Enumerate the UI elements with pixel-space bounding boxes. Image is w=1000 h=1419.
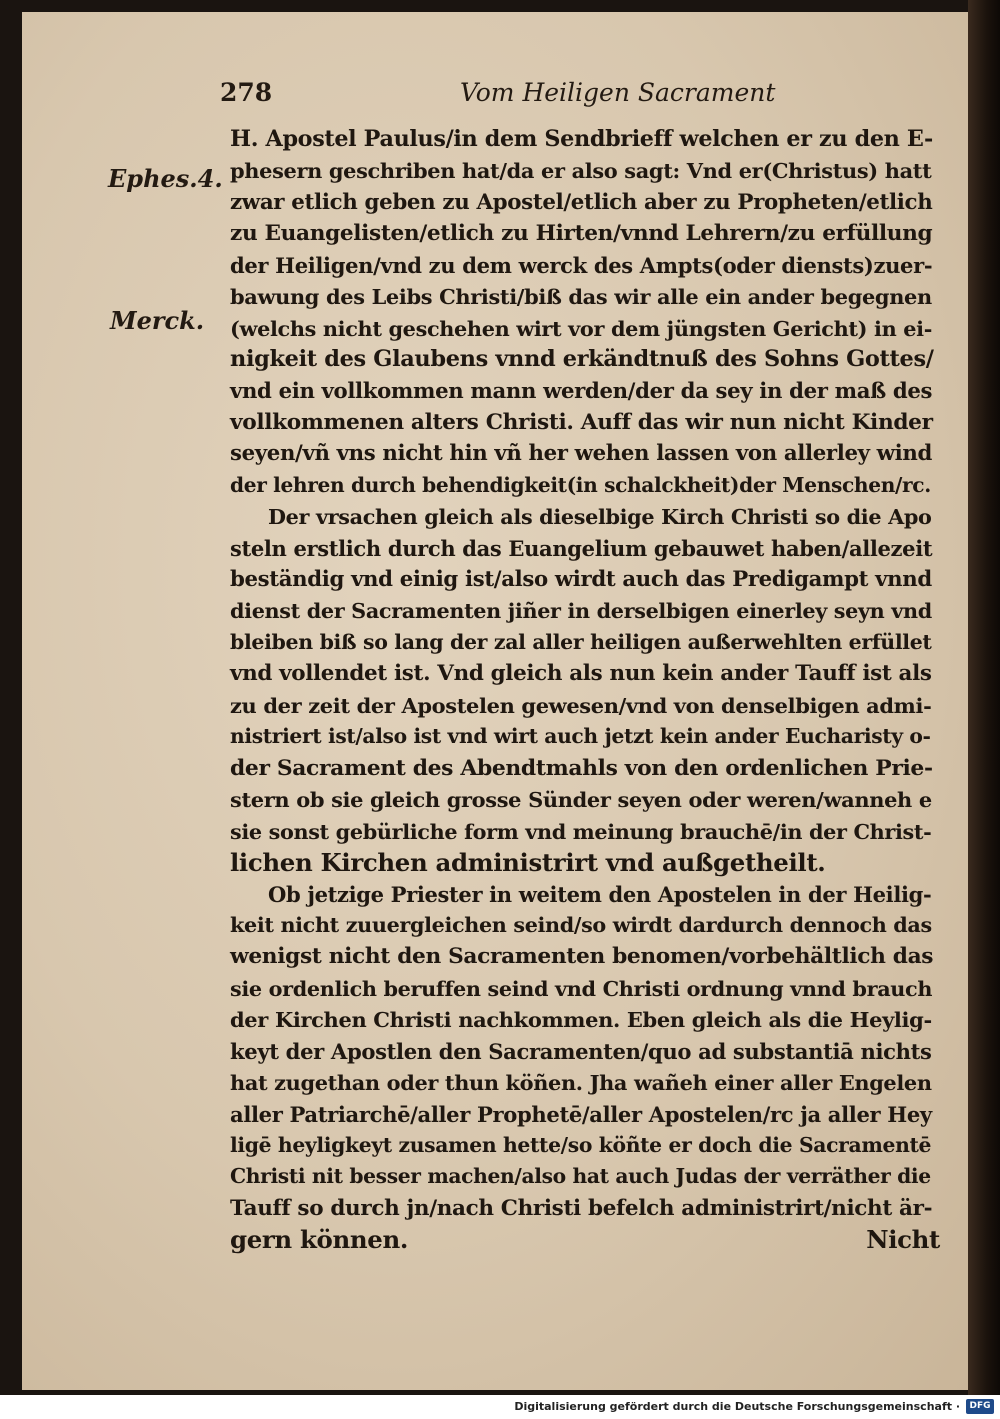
text-line: seyen/vñ vns nicht hin vñ her wehen lassen von allerley wind bbox=[230, 441, 932, 467]
text-line: (welchs nicht geschehen wirt vor dem jüngsten Gericht) in ei- bbox=[230, 315, 932, 341]
text-line: hat zugethan oder thun köñen. Jha wañeh einer aller Engelen bbox=[230, 1070, 932, 1096]
text-line: nigkeit des Glaubens vnnd erkändtnuß des Sohns Gottes/ bbox=[230, 346, 934, 373]
text-line: Ob jetzige Priester in weitem den Apostelen in der Heilig- bbox=[268, 881, 932, 907]
margin-note-merck: Merck. bbox=[110, 306, 205, 335]
body-text bbox=[230, 124, 940, 1256]
text-line: steln erstlich durch das Euangelium gebauwet haben/allezeit bbox=[230, 535, 933, 561]
text-line: H. Apostel Paulus/in dem Sendbrieff welchen er zu den E- bbox=[230, 126, 933, 152]
text-line: keit nicht zuuergleichen seind/so wirdt dardurch dennoch das bbox=[230, 912, 932, 937]
book-spine bbox=[968, 0, 1000, 1395]
text-line: zwar etlich geben zu Apostel/etlich aber zu Propheten/etlich bbox=[230, 189, 933, 215]
text-line: phesern geschriben hat/da er also sagt: Vnd er(Christus) hatt bbox=[230, 158, 932, 184]
text-line: aller Patriarchē/aller Prophetē/aller Apostelen/rc ja aller Hey bbox=[230, 1101, 932, 1127]
margin-note-ephes: Ephes.4. bbox=[108, 164, 223, 193]
text-line: keyt der Apostlen den Sacramenten/quo ad substantiā nichts bbox=[230, 1038, 932, 1064]
running-title: Vom Heiligen Sacrament bbox=[460, 78, 776, 107]
text-line: sie ordenlich beruffen seind vnd Christi ordnung vnnd brauch bbox=[230, 975, 933, 1001]
text-line: vnd ein vollkommen mann werden/der da sey in der maß des bbox=[230, 378, 933, 404]
text-line: Christi nit besser machen/also hat auch Judas der verräther die bbox=[230, 1164, 931, 1189]
text-line: lichen Kirchen administrirt vnd außgetheilt. bbox=[230, 848, 826, 878]
text-line: gern können. bbox=[230, 1225, 409, 1255]
text-line: wenigst nicht den Sacramenten benomen/vorbehältlich das bbox=[230, 944, 934, 970]
text-line: zu der zeit der Apostelen gewesen/vnd von denselbigen admi- bbox=[230, 692, 932, 718]
funding-credit: Digitalisierung gefördert durch die Deutsche Forschungsgemeinschaft · bbox=[514, 1400, 960, 1413]
page-number: 278 bbox=[220, 78, 273, 107]
text-line: Der vrsachen gleich als dieselbige Kirch Christi so die Apo bbox=[268, 504, 932, 530]
text-line: bawung des Leibs Christi/biß das wir alle ein ander begegnen bbox=[230, 284, 932, 310]
text-line: zu Euangelisten/etlich zu Hirten/vnnd Lehrern/zu erfüllung bbox=[230, 221, 933, 247]
text-line: bleiben biß so lang der zal aller heiligen außerwehlten erfüllet bbox=[230, 630, 932, 654]
text-line: dienst der Sacramenten jiñer in derselbigen einerley seyn vnd bbox=[230, 598, 932, 623]
running-head bbox=[220, 78, 940, 112]
footer-bar bbox=[0, 1395, 1000, 1419]
text-line: vollkommenen alters Christi. Auff das wir nun nicht Kinder bbox=[230, 409, 933, 435]
text-line: beständig vnd einig ist/also wirdt auch das Predigampt vnnd bbox=[230, 567, 932, 593]
text-line: vnd vollendet ist. Vnd gleich als nun kein ander Tauff ist als bbox=[230, 661, 932, 687]
text-line: der Kirchen Christi nachkommen. Eben gleich als die Heylig- bbox=[230, 1007, 932, 1033]
text-line: nistriert ist/also ist vnd wirt auch jetzt kein ander Eucharisty o- bbox=[230, 724, 931, 749]
text-line: sie sonst gebürliche form vnd meinung brauchē/in der Christ- bbox=[230, 818, 932, 844]
text-line: der Sacrament des Abendtmahls von den ordenlichen Prie- bbox=[230, 754, 933, 781]
text-line: der lehren durch behendigkeit(in schalckheit)der Menschen/rc. bbox=[230, 472, 931, 497]
dfg-logo: DFG bbox=[966, 1399, 994, 1414]
text-line: Tauff so durch jn/nach Christi befelch administrirt/nicht är- bbox=[230, 1195, 933, 1221]
text-line: stern ob sie gleich grosse Sünder seyen oder weren/wanneh e bbox=[230, 787, 932, 813]
text-line: der Heiligen/vnd zu dem werck des Ampts(oder diensts)zuer- bbox=[230, 252, 933, 278]
text-line: ligē heyligkeyt zusamen hette/so köñte er doch die Sacramentē bbox=[230, 1133, 932, 1157]
catchword: Nicht bbox=[866, 1225, 940, 1255]
